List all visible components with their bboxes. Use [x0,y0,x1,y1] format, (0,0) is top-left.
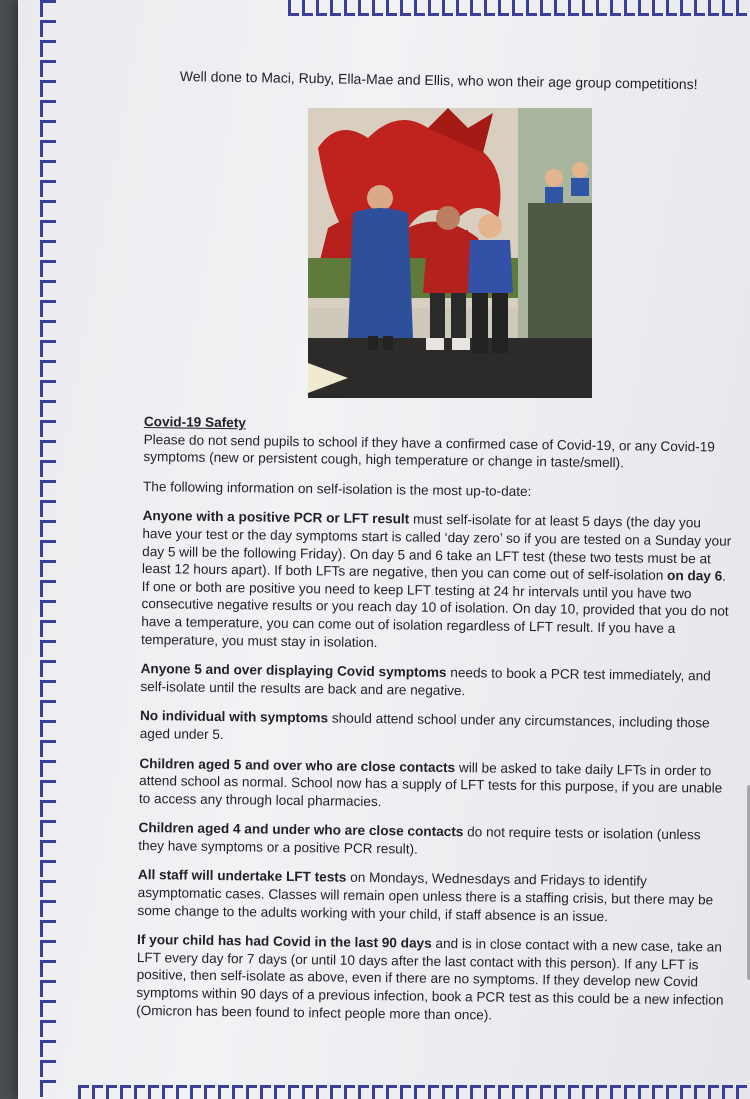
covid-safety-section [136,413,734,1039]
bold-phrase: All staff will undertake LFT tests [137,867,347,886]
congratulations-text: Well done to Maci, Ruby, Ella-Mae and Ellis, who won their age group competitions! [179,68,698,93]
paragraph-close-contacts-5-over [139,754,730,814]
paragraph-no-symptoms [140,707,730,750]
decorative-border-top [288,0,750,16]
info-line: The following information on self-isolation is the most up-to-date: [142,478,532,499]
bold-phrase: If your child has had Covid in the last 90 days [137,932,432,952]
decorative-border-left [40,0,56,1099]
competition-winners-photo [308,108,592,398]
decorative-border-bottom [78,1085,750,1099]
covid-intro: Please do not send pupils to school if they have a confirmed case of Covid-19, or any Covid-19 symptoms (new or persistent cough, high temperature or change in taste/smell). [143,431,715,471]
bold-phrase: Anyone 5 and over displaying Covid symptoms [140,661,447,681]
paragraph-text: should attend school under any circumstances, including those aged under 5. [139,710,710,742]
paragraph-text: and is in close contact with a new case, take an LFT every day for 7 days (or until 10 days after the last contact with this person). If any LFT is positive, then self-isolate as above, even if there are no symptoms. If they develop new Covid symptoms within 90 days of a previous infection, book a PCR test as this could be a new infection (Omicron has been found to infect people more than once). [136,936,724,1023]
paragraph-text: will be asked to take daily LFTs in order to attend school as normal. School now has a supply of LFT tests for this purpose, if you are unable to access any through local pharmacies. [138,759,723,809]
paragraph-staff-testing [137,866,728,926]
bold-phrase: Anyone with a positive PCR or LFT result [142,508,410,527]
paragraph-text: do not require tests or isolation (unless they have symptoms or a positive PCR result). [138,824,701,857]
bold-phrase: No individual with symptoms [139,708,329,726]
covid-heading: Covid-19 Safety [143,413,246,431]
bold-phrase: Children aged 4 and under who are close contacts [138,820,464,840]
bold-phrase: Children aged 5 and over who are close contacts [139,755,456,775]
bold-phrase: on day 6 [666,568,723,584]
paragraph-text: . If one or both are positive you need to keep LFT testing at 24 hr intervals until you have two consecutive negative results or you reach day 10 of isolation. On day 10, provided that you do not have a temperature, you can come out of isolation regardless of LFT result. If you have a temperature, you must stay in isolation. [140,568,729,650]
paragraph-symptoms-5-over [140,660,730,703]
paragraph-text: must self-isolate for at least 5 days (the day you have your test or the day symptoms start is called ‘day zero’ so if you are tested on a Sunday your day 5 will be the following Friday). On day 5 and 6 take an LFT test (these two tests must be at least 12 hours apart). If both LFTs are negative, then you can come out of self-isolation [141,511,732,584]
photo-image [308,108,592,398]
paragraph-text: needs to book a PCR test immediately, and self-isolate until the results are back and are negative. [140,665,711,698]
paragraph-text: on Mondays, Wednesdays and Fridays to identify asymptomatic cases. Classes will remain open unless there is a staffing crisis, but there may be some change to the adults working with your child, if staff absence is an issue. [137,870,714,924]
paragraph-positive-result [141,507,733,655]
newsletter-page [18,0,750,1099]
paragraph-close-contacts-4-under [138,819,728,862]
paragraph-previous-infection [136,931,727,1027]
